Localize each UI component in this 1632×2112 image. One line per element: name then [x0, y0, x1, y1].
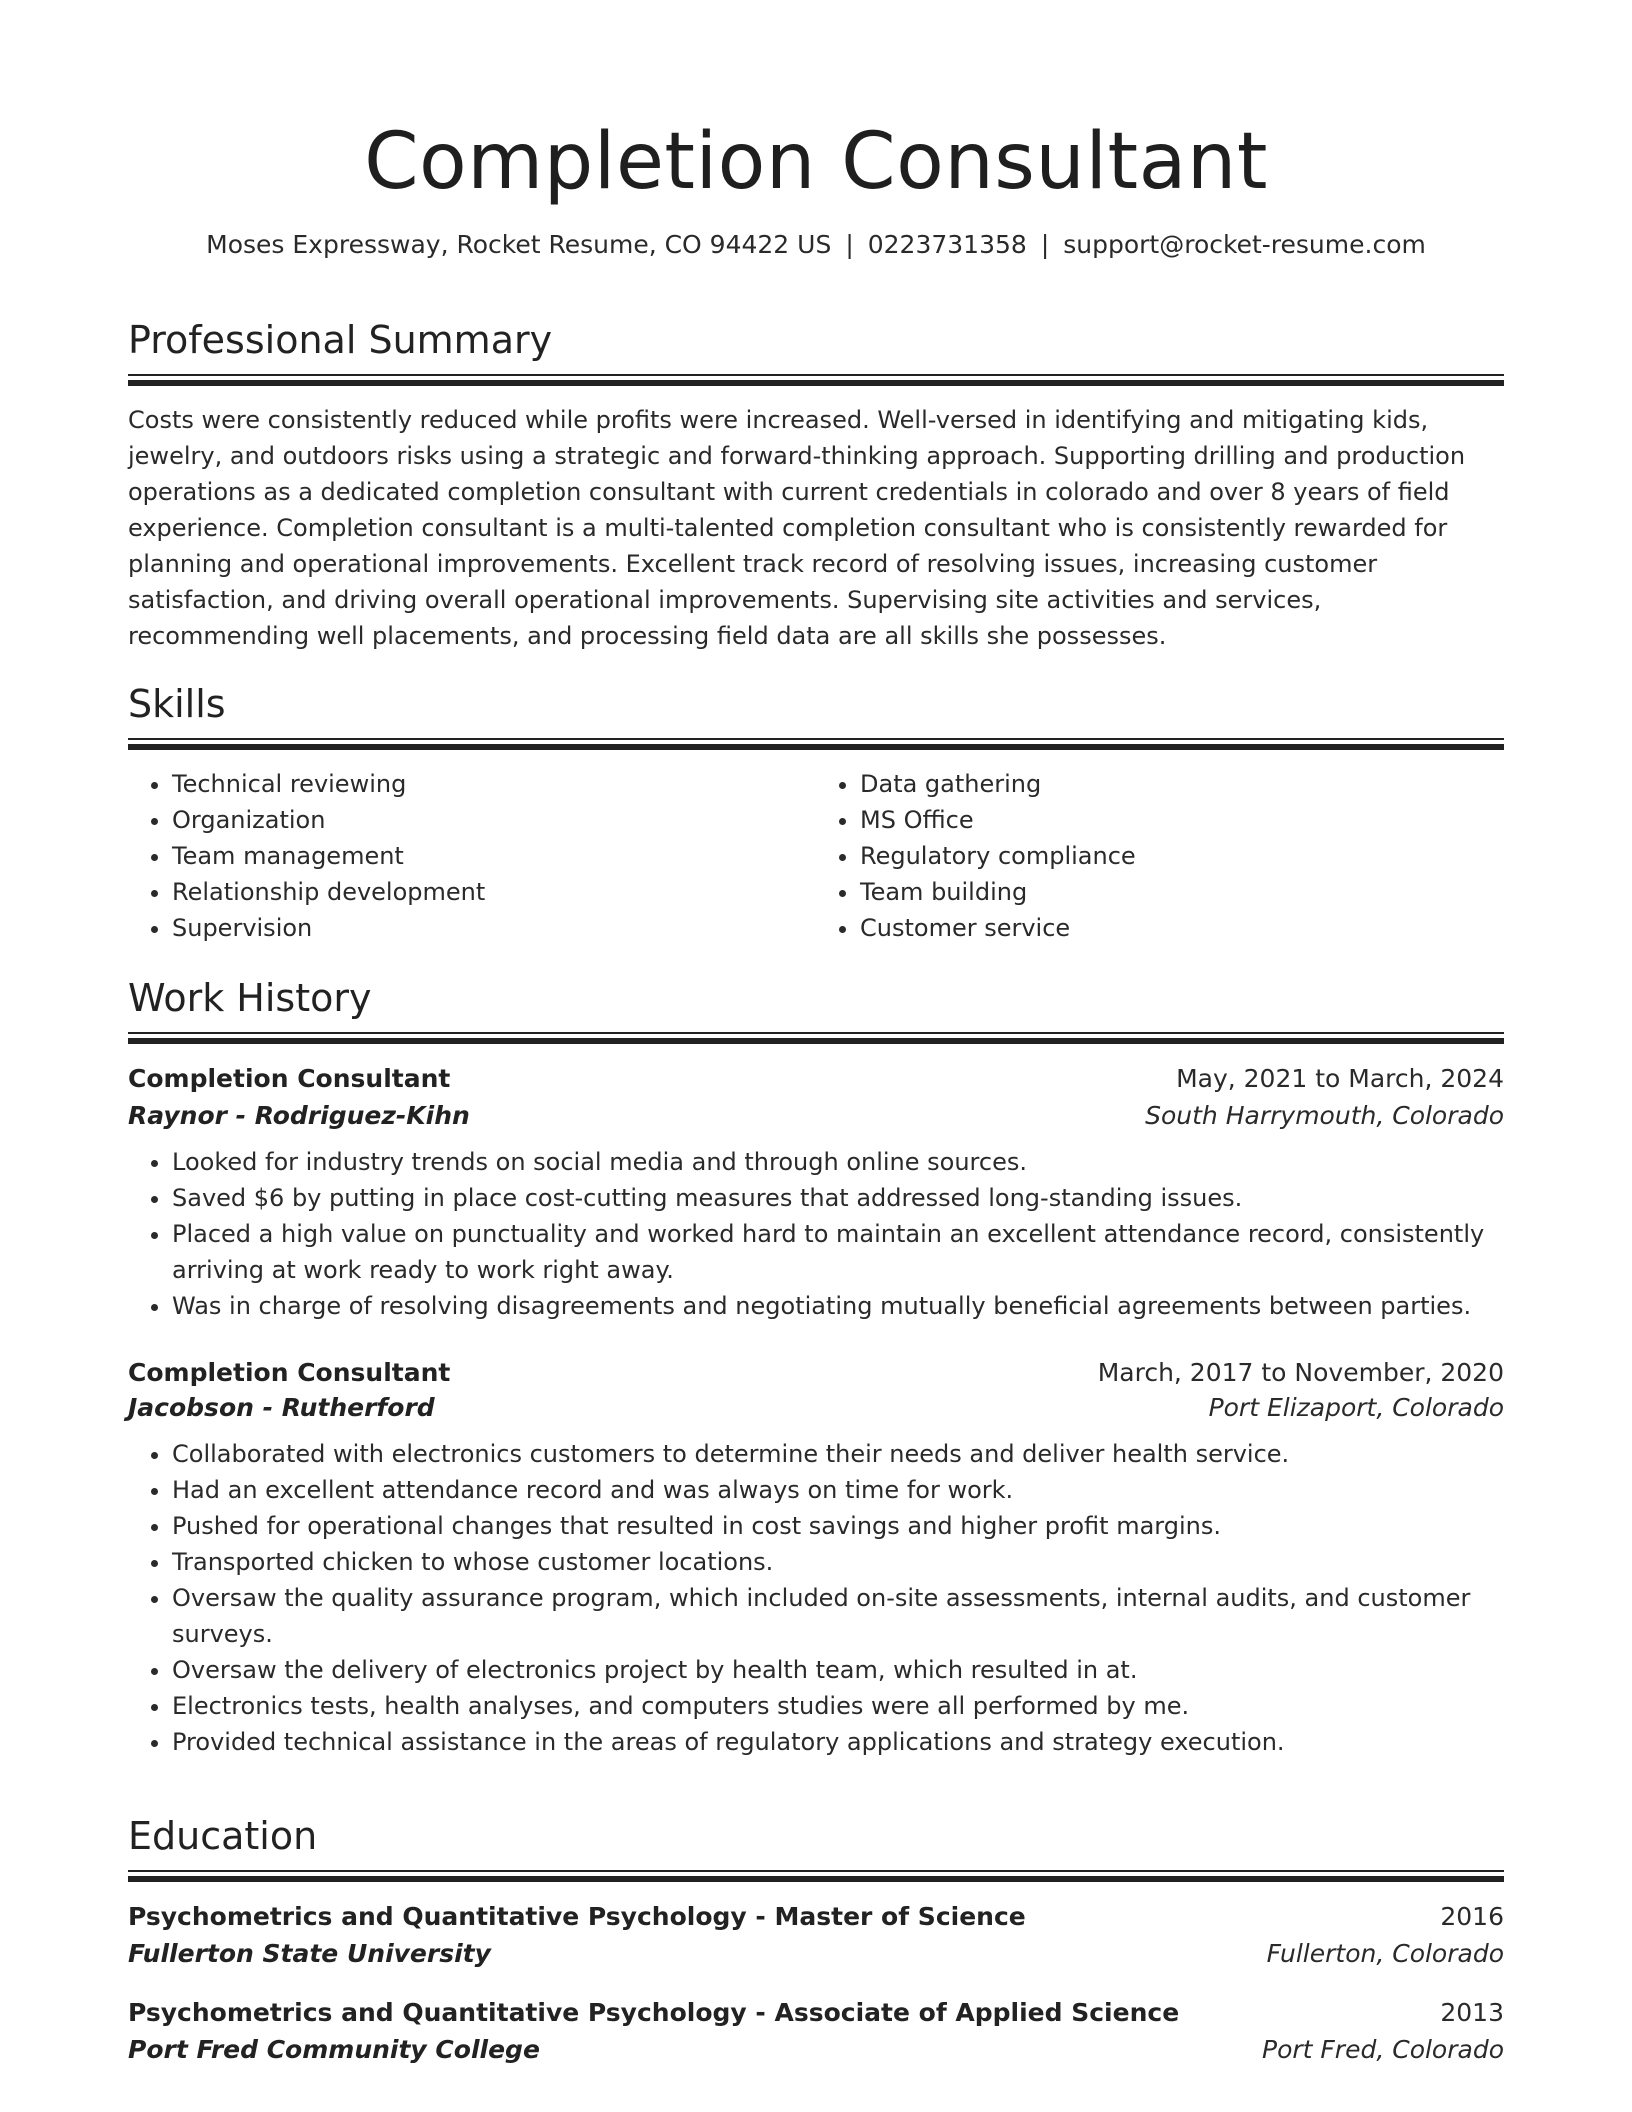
skills-list-right: [816, 766, 1504, 946]
education-degree: Psychometrics and Quantitative Psychology - Master of Science: [128, 1901, 1026, 1931]
job-company: Jacobson - Rutherford: [128, 1392, 435, 1422]
skill-item: • Supervision: [172, 910, 816, 946]
job-header: [128, 1064, 1504, 1093]
education-school: Fullerton State University: [128, 1938, 491, 1968]
section-divider: [128, 738, 1504, 750]
education-section: [128, 1814, 1504, 2064]
education-subheader: [128, 1939, 1504, 1968]
job-location: Port Elizaport, Colorado: [1208, 1392, 1504, 1422]
skill-item: • Regulatory compliance: [860, 838, 1504, 874]
job-dates: May, 2021 to March, 2024: [1176, 1063, 1504, 1093]
contact-address: Moses Expressway, Rocket Resume, CO 94422 US: [206, 229, 832, 259]
job-bullets: [128, 1436, 1504, 1760]
job-company: Raynor - Rodriguez-Kihn: [128, 1100, 470, 1130]
skill-item: • Team management: [172, 838, 816, 874]
job-subheader: [128, 1101, 1504, 1130]
job-bullet: • Pushed for operational changes that resulted in cost savings and higher profit margins.: [172, 1508, 1504, 1544]
skill-item: • Customer service: [860, 910, 1504, 946]
contact-line: [128, 230, 1504, 259]
section-divider: [128, 1032, 1504, 1044]
job-bullet: • Was in charge of resolving disagreements and negotiating mutually beneficial agreements between parties.: [172, 1288, 1504, 1324]
education-entry: [128, 1998, 1504, 2064]
skill-item: • Data gathering: [860, 766, 1504, 802]
job-bullet: • Electronics tests, health analyses, and computers studies were all performed by me.: [172, 1688, 1504, 1724]
education-location: Port Fred, Colorado: [1262, 2034, 1504, 2064]
education-year: 2016: [1440, 1901, 1504, 1931]
skill-item: • Team building: [860, 874, 1504, 910]
job-title: Completion Consultant: [128, 1063, 451, 1093]
education-location: Fullerton, Colorado: [1266, 1938, 1504, 1968]
education-year: 2013: [1440, 1997, 1504, 2027]
job-bullet: • Had an excellent attendance record and was always on time for work.: [172, 1472, 1504, 1508]
job-bullet: • Oversaw the quality assurance program, which included on-site assessments, internal audits, and customer surveys.: [172, 1580, 1504, 1652]
resume-page: [128, 0, 1504, 2064]
section-divider: [128, 1870, 1504, 1882]
job-entry: [128, 1064, 1504, 1324]
job-dates: March, 2017 to November, 2020: [1097, 1357, 1504, 1387]
job-subheader: [128, 1393, 1504, 1422]
job-bullet: • Collaborated with electronics customers to determine their needs and deliver health service.: [172, 1436, 1504, 1472]
job-bullets: [128, 1144, 1504, 1324]
job-bullet: • Transported chicken to whose customer locations.: [172, 1544, 1504, 1580]
contact-separator: |: [1040, 229, 1050, 259]
job-bullet: • Looked for industry trends on social media and through online sources.: [172, 1144, 1504, 1180]
summary-text: Costs were consistently reduced while profits were increased. Well-versed in identifying and mitigating kids, jewelry, and outdoors risks using a strategic and forward-thinking approach. Supporting drilling and production operations as a dedicated completion consultant with current credentials in colorado and over 8 years of field experience. Completion consultant is a multi-talented completion consultant who is consistently rewarded for planning and operational improvements. Excellent track record of resolving issues, increasing customer satisfaction, and driving overall operational improvements. Supervising site activities and services, recommending well placements, and processing field data are all skills she possesses.: [128, 405, 1466, 650]
skill-item: • Relationship development: [172, 874, 816, 910]
section-title-summary: Professional Summary: [128, 318, 553, 362]
section-divider: [128, 374, 1504, 386]
section-title-work: Work History: [128, 976, 372, 1020]
job-title: Completion Consultant: [128, 1357, 451, 1387]
summary-section: [128, 318, 1504, 654]
education-header: [128, 1902, 1504, 1931]
education-degree: Psychometrics and Quantitative Psychology - Associate of Applied Science: [128, 1997, 1180, 2027]
skill-item: • Technical reviewing: [172, 766, 816, 802]
job-bullet: • Saved $6 by putting in place cost-cutting measures that addressed long-standing issues.: [172, 1180, 1504, 1216]
skills-section: [128, 682, 1504, 946]
contact-phone: 0223731358: [867, 229, 1027, 259]
education-subheader: [128, 2035, 1504, 2064]
skill-item: • Organization: [172, 802, 816, 838]
job-location: South Harrymouth, Colorado: [1145, 1100, 1504, 1130]
resume-name: Completion Consultant: [364, 117, 1268, 207]
skills-list-left: [128, 766, 816, 946]
work-history-section: [128, 976, 1504, 1760]
skill-item: • MS Office: [860, 802, 1504, 838]
job-bullet: • Provided technical assistance in the areas of regulatory applications and strategy execution.: [172, 1724, 1504, 1760]
education-entry: [128, 1902, 1504, 1968]
job-header: [128, 1358, 1504, 1387]
section-title-education: Education: [128, 1814, 318, 1858]
education-header: [128, 1998, 1504, 2027]
section-title-skills: Skills: [128, 682, 226, 726]
skills-columns: [128, 766, 1504, 946]
job-entry: [128, 1358, 1504, 1760]
job-bullet: • Oversaw the delivery of electronics project by health team, which resulted in at.: [172, 1652, 1504, 1688]
job-bullet: • Placed a high value on punctuality and worked hard to maintain an excellent attendance record, consistently arriving at work ready to work right away.: [172, 1216, 1504, 1288]
contact-separator: |: [845, 229, 854, 259]
contact-email[interactable]: support@rocket-resume.com: [1063, 229, 1426, 259]
education-school: Port Fred Community College: [128, 2034, 540, 2064]
